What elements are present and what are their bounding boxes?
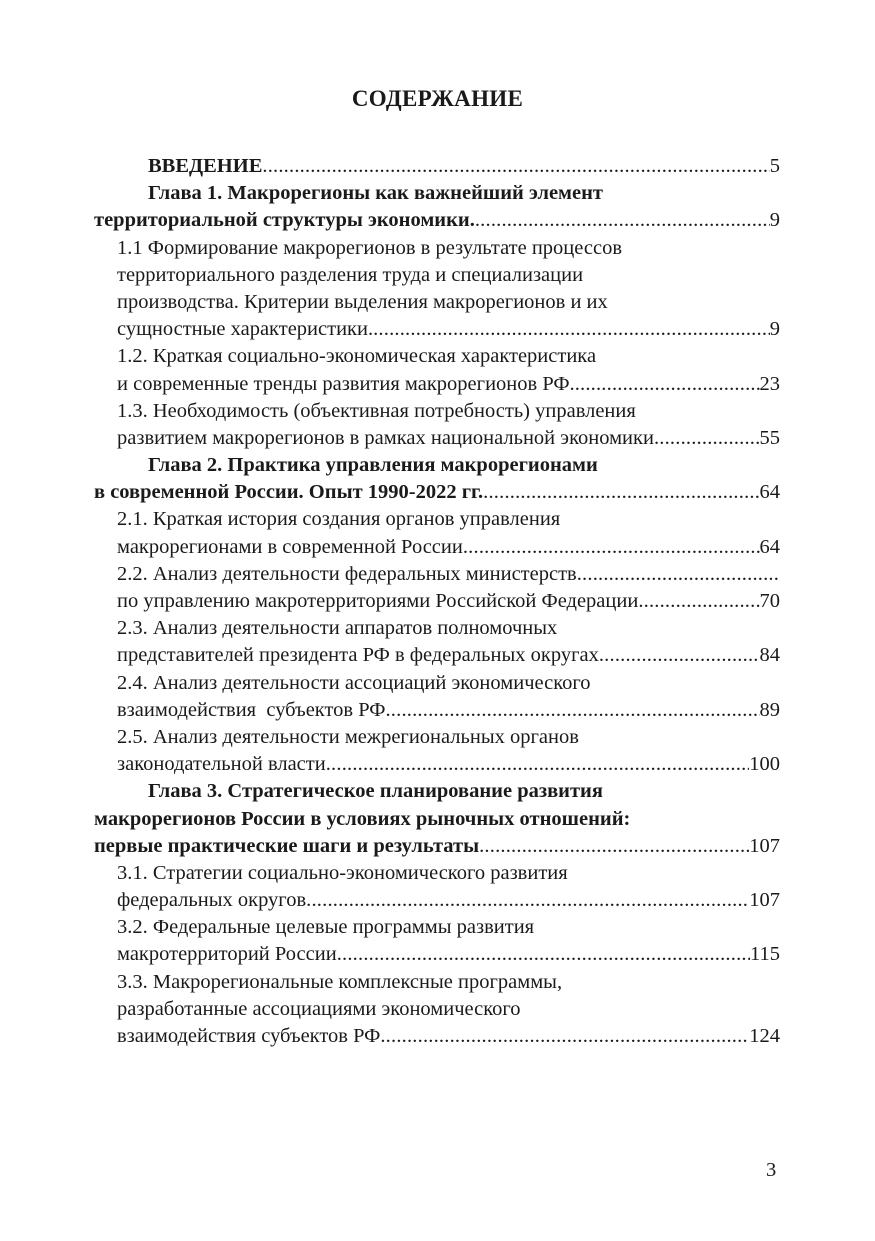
toc-section-3-1[interactable] [94, 860, 780, 887]
toc-section-2-2[interactable] [94, 561, 780, 588]
toc-entry-title: ВВЕДЕНИЕ [148, 155, 263, 177]
toc-page-number: 23 [759, 372, 780, 395]
toc-section-1-3-end[interactable] [94, 425, 780, 452]
dot-leader [479, 833, 749, 860]
toc-section-2-1-end[interactable] [94, 534, 780, 561]
toc-entry-title: 1.2. Краткая социально-экономическая характеристика [117, 345, 597, 368]
dot-leader [326, 751, 750, 778]
toc-entry-title: производства. Критерии выделения макрорегионов и их [117, 290, 608, 313]
toc-page-number: 115 [750, 943, 780, 966]
toc-chapter-1-heading[interactable] [94, 180, 780, 207]
toc-section-3-3-end[interactable] [94, 1023, 780, 1050]
toc-entry-introduction[interactable] [94, 153, 780, 180]
table-of-contents [94, 153, 780, 1050]
toc-entry-title: 2.5. Анализ деятельности межрегиональных органов [117, 725, 579, 748]
toc-entry-title: федеральных округов [117, 889, 307, 912]
dot-leader [463, 534, 760, 561]
toc-entry-title: Глава 2. Практика управления макрорегионами [148, 454, 598, 477]
toc-entry-title: по управлению макротерриториями Российской Федерации [117, 590, 639, 612]
toc-page-number: 64 [759, 481, 780, 504]
dot-leader [373, 316, 770, 343]
toc-section-2-5[interactable] [94, 724, 780, 751]
toc-entry-title: 2.4. Анализ деятельности ассоциаций экономического [117, 671, 591, 694]
toc-chapter-1-heading-end[interactable] [94, 207, 780, 234]
dot-leader [654, 425, 760, 452]
toc-section-1-1-end[interactable] [94, 316, 780, 343]
dot-leader [638, 588, 759, 615]
toc-section-2-4[interactable] [94, 670, 780, 697]
toc-page-number: 100 [749, 753, 780, 776]
toc-page-number: 107 [749, 889, 780, 912]
toc-entry-title: законодательной власти [117, 753, 326, 776]
toc-entry-title: 2.3. Анализ деятельности аппаратов полномочных [117, 617, 558, 640]
toc-entry-title: Глава 1. Макрорегионы как важнейший элемент [148, 182, 603, 205]
toc-entry-title: 1.1 Формирование макрорегионов в результате процессов [117, 236, 623, 259]
toc-entry-title: территориального разделения труда и специализации [117, 263, 584, 286]
toc-section-2-3[interactable] [94, 615, 780, 642]
toc-entry-title: 3.2. Федеральные целевые программы развития [117, 916, 535, 939]
dot-leader [380, 1023, 749, 1050]
toc-entry-title: 2.1. Краткая история создания органов управления [117, 508, 561, 531]
toc-entry-title: макрорегионами в современной России [117, 535, 463, 558]
toc-section-3-2[interactable] [94, 914, 780, 941]
dot-leader [483, 479, 759, 506]
toc-section-3-1-end[interactable] [94, 887, 780, 914]
toc-page-number: 124 [749, 1025, 780, 1047]
toc-chapter-3-heading-cont[interactable] [94, 806, 780, 833]
toc-section-1-3[interactable] [94, 398, 780, 425]
dot-leader [575, 371, 760, 398]
toc-section-1-1-cont[interactable] [94, 262, 780, 289]
toc-section-1-1[interactable] [94, 235, 780, 262]
toc-chapter-3-heading[interactable] [94, 778, 780, 805]
toc-section-3-3[interactable] [94, 969, 780, 996]
toc-entry-title: макрорегионов России в условиях рыночных отношений: [94, 807, 631, 830]
toc-page-number: 107 [749, 834, 780, 857]
toc-section-1-2-end[interactable] [94, 371, 780, 398]
toc-page-number: 84 [759, 644, 780, 667]
dot-leader [577, 561, 780, 588]
toc-page-number: 89 [759, 698, 780, 721]
toc-entry-title: макротерриторий России [117, 943, 337, 966]
toc-entry-title: 1.3. Необходимость (объективная потребность) управления [117, 399, 636, 422]
toc-section-2-1[interactable] [94, 506, 780, 533]
toc-page-number: 70 [759, 590, 780, 612]
toc-entry-title: развитием макрорегионов в рамках национальной экономики [117, 426, 654, 449]
dot-leader [599, 642, 760, 669]
toc-entry-title: Глава 3. Стратегическое планирование развития [148, 780, 603, 803]
toc-page-number: 9 [769, 209, 780, 232]
dot-leader [306, 887, 749, 914]
toc-page-number: 5 [769, 155, 780, 177]
toc-section-2-5-end[interactable] [94, 751, 780, 778]
toc-entry-title: сущностные характеристики. [117, 318, 374, 341]
toc-page-number: 64 [759, 535, 780, 558]
toc-section-2-4-end[interactable] [94, 697, 780, 724]
dot-leader [337, 941, 750, 968]
toc-section-3-2-end[interactable] [94, 941, 780, 968]
toc-entry-title: в современной России. Опыт 1990-2022 гг. [94, 481, 484, 504]
toc-section-2-3-end[interactable] [94, 642, 780, 669]
toc-chapter-2-heading[interactable] [94, 452, 780, 479]
toc-entry-title: представителей президента РФ в федеральных округах [117, 644, 599, 667]
toc-section-3-3-cont[interactable] [94, 996, 780, 1023]
toc-entry-title: 3.1. Стратегии социально-экономического развития [117, 861, 568, 884]
toc-entry-title: взаимодействия субъектов РФ [117, 1025, 381, 1047]
toc-entry-title: 3.3. Макрорегиональные комплексные программы, [117, 970, 563, 993]
toc-page-number: 55 [759, 426, 780, 449]
dot-leader [262, 153, 769, 180]
toc-entry-title: территориальной структуры экономики. [94, 209, 475, 232]
toc-entry-title: взаимодействия субъектов РФ [117, 698, 386, 721]
page-number: 3 [766, 1159, 777, 1181]
toc-section-1-1-cont[interactable] [94, 289, 780, 316]
toc-entry-title: первые практические шаги и результаты [94, 834, 480, 857]
dot-leader [475, 207, 770, 234]
page-title: СОДЕРЖАНИЕ [351, 86, 524, 111]
toc-entry-title: разработанные ассоциациями экономического [117, 997, 521, 1020]
toc-entry-title: 2.2. Анализ деятельности федеральных министерств [117, 562, 577, 585]
toc-chapter-2-heading-end[interactable] [94, 479, 780, 506]
dot-leader [385, 697, 759, 724]
toc-section-1-2[interactable] [94, 343, 780, 370]
toc-chapter-3-heading-end[interactable] [94, 833, 780, 860]
toc-section-2-2-end[interactable] [94, 588, 780, 615]
toc-page-number: 9 [769, 318, 780, 341]
toc-entry-title: и современные тренды развития макрорегионов РФ. [117, 372, 575, 395]
